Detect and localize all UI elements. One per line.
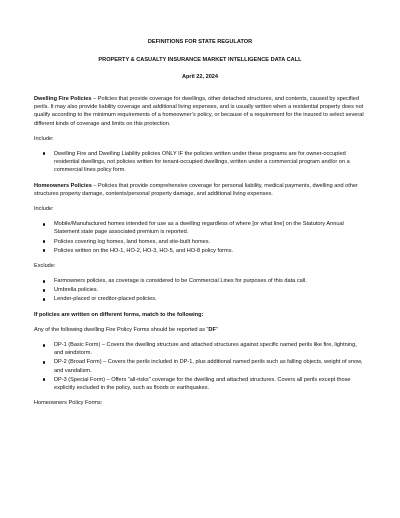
list-item: DP-2 (Broad Form) – Covers the perils included in DP-1, plus additional named perils such as falling objects, weight of snow, and vandalism. (34, 358, 366, 374)
document-subtitle: PROPERTY & CASUALTY INSURANCE MARKET INTELLIGENCE DATA CALL (98, 56, 302, 63)
dwelling-include-label: Include: (34, 135, 54, 142)
df-intro: Any of the following dwelling Fire Policy Forms should be reported as “DF” (34, 327, 218, 334)
df-code: DF (208, 327, 216, 334)
bullet-icon (43, 344, 46, 347)
homeowners-include-list (34, 220, 366, 254)
homeowners-term: Homeowners Policies (34, 183, 92, 190)
list-item: Lender-placed or creditor-placed policies. (34, 295, 366, 303)
document-date: April 22, 2024 (181, 74, 219, 81)
list-item: Mobile/Manufactured homes intended for use as a dwelling regardless of where [or what line] on the Statutory Annual Statement state page associated premium is reported. (34, 220, 366, 236)
list-item: Umbrella policies. (34, 286, 366, 294)
bullet-icon (43, 223, 46, 226)
list-item: Policies covering log homes, land homes, and site-built homes. (34, 238, 366, 246)
bullet-icon (43, 289, 46, 292)
homeowners-forms-label: Homeowners Policy Forms: (34, 400, 103, 407)
dwelling-fire-term: Dwelling Fire Policies (34, 96, 92, 103)
forms-heading: If policies are written on different forms, match to the following: (34, 312, 204, 319)
bullet-icon (43, 152, 46, 155)
bullet-icon (43, 361, 46, 364)
homeowners-include-label: Include: (34, 206, 54, 213)
bullet-icon (43, 378, 46, 381)
bullet-icon (43, 249, 46, 252)
dwelling-fire-definition (34, 95, 366, 127)
homeowners-exclude-list (34, 277, 366, 303)
homeowners-exclude-label: Exclude: (34, 263, 56, 270)
list-item: DP-1 (Basic Form) – Covers the dwelling structure and attached structures against specific named perils like fire, lightning, and windstorm. (34, 341, 366, 357)
df-forms-list (34, 341, 366, 392)
dwelling-include-list (34, 150, 366, 174)
homeowners-definition (34, 182, 366, 198)
bullet-icon (43, 280, 46, 283)
list-item: Policies written on the HO-1, HO-2, HO-3, HO-5, and HO-8 policy forms. (34, 247, 366, 255)
homeowners-text: – Policies that provide comprehensive coverage for personal liability, medical payments, dwelling and other structures property damage, contents/personal property damage, and additional living expenses. (34, 183, 358, 198)
list-item: DP-3 (Special Form) – Offers “all-risks” coverage for the dwelling and attached structures. Covers all perils except those explicitly excluded in the policy, such as floods or earthquakes. (34, 376, 366, 392)
document-title: DEFINITIONS FOR STATE REGULATOR (147, 39, 253, 45)
list-item: Dwelling Fire and Dwelling Liability policies ONLY IF the policies written under these programs are for owner-occupied residential dwellings, not policies written for tenant-occupied dwellings, written under a commercial program and/or on a commercial lines policy form. (34, 150, 366, 174)
dwelling-fire-text: – Policies that provide coverage for dwellings, other detached structures, and contents, caused by specified perils. It may also provide liability coverage and additional living expenses, and is usually written when a residential property does not qualify according to the minimum requirements of a homeowner’s policy, or because of a requirement for the insured to select several different kinds of coverage and limits on this protection. (34, 96, 364, 127)
bullet-icon (43, 240, 46, 243)
list-item: Farmowners policies, as coverage is considered to be Commercial Lines for purposes of this data call. (34, 277, 366, 285)
bullet-icon (43, 298, 46, 301)
